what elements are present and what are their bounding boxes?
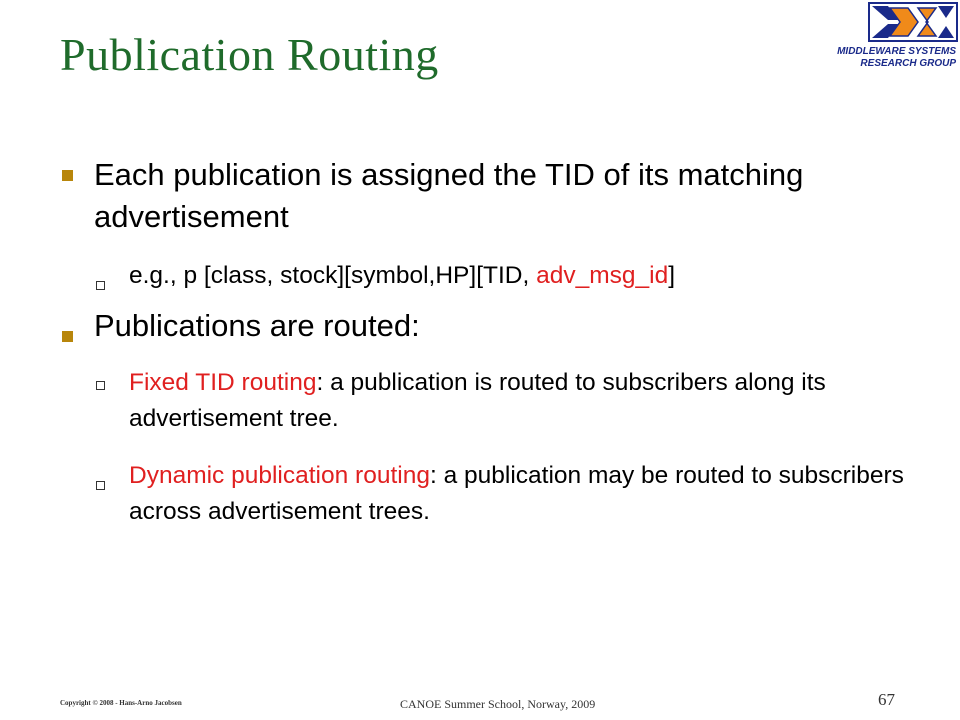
msrg-logo-icon bbox=[868, 2, 958, 42]
sub-bullet-1-1-suffix: ] bbox=[668, 262, 676, 289]
sub-bullet-marker-icon bbox=[96, 281, 105, 290]
logo bbox=[800, 2, 960, 74]
footer-event: CANOE Summer School, Norway, 2009 bbox=[400, 697, 596, 711]
sub-bullet-2-2-rest: : a publication may be routed to subscribers across advertisement trees. bbox=[129, 462, 904, 525]
sub-bullet-marker-icon bbox=[96, 481, 105, 490]
sub-bullet-2-1 bbox=[129, 365, 909, 437]
sub-bullet-2-1-rest: : a publication is routed to subscribers along its advertisement tree. bbox=[129, 369, 826, 432]
sub-bullet-1-1-highlight: adv_msg_id bbox=[536, 262, 669, 289]
logo-text bbox=[837, 46, 956, 70]
page-number: 67 bbox=[878, 690, 895, 709]
bullet-1: Each publication is assigned the TID of its matching advertisement bbox=[94, 157, 804, 234]
sub-bullet-2-2-highlight: Dynamic publication routing bbox=[129, 462, 430, 489]
sub-bullet-1-1 bbox=[129, 258, 909, 294]
sub-bullet-2-1-highlight: Fixed TID routing bbox=[129, 369, 317, 396]
sub-bullet-1-1-prefix: e.g., p [class, stock][symbol,HP][TID, bbox=[129, 262, 537, 289]
sub-bullet-marker-icon bbox=[96, 381, 105, 390]
logo-text-line2: RESEARCH GROUP bbox=[860, 58, 956, 69]
logo-text-line1: MIDDLEWARE SYSTEMS bbox=[837, 46, 956, 57]
bullet-marker-icon bbox=[62, 331, 73, 342]
bullet-2: Publications are routed: bbox=[94, 308, 420, 343]
bullet-marker-icon bbox=[62, 170, 73, 181]
sub-bullet-2-2 bbox=[129, 458, 909, 530]
footer-copyright: Copyright © 2008 - Hans-Arno Jacobsen bbox=[60, 699, 182, 707]
slide-title: Publication Routing bbox=[60, 29, 439, 80]
